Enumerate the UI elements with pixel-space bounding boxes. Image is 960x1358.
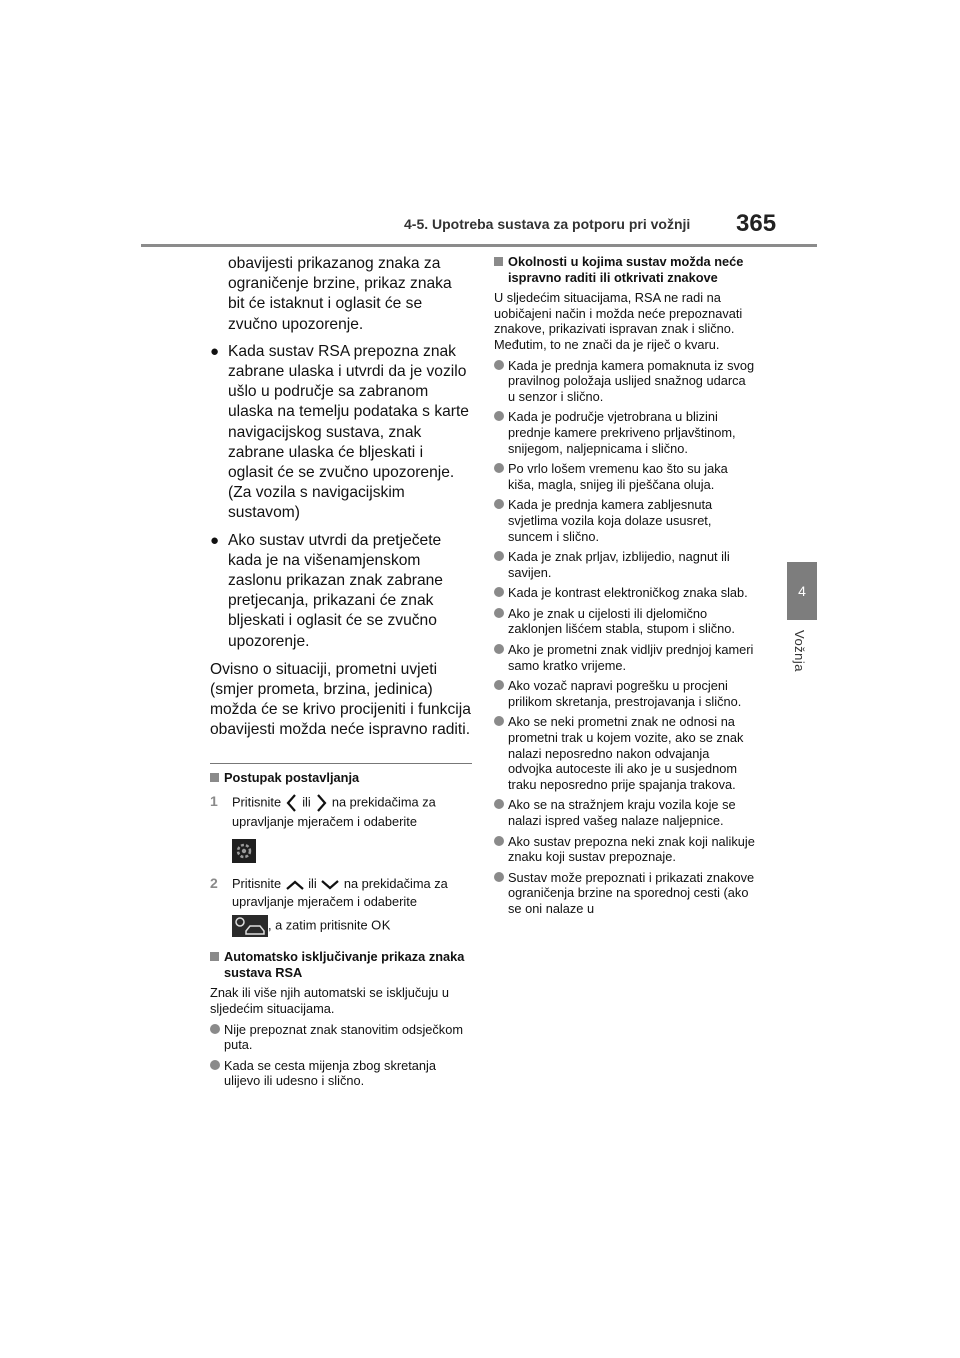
bullet-item [210, 342, 472, 524]
circle-bullet-icon [494, 680, 504, 690]
section-divider [210, 763, 472, 764]
bullet-text: Ako sustav utvrdi da pretječete kada je na višenamjenskom zaslonu prikazan znak zabrane pretjecanja, prikazani će znak bljeskati i oglasit će se zvučno upozorenje. [228, 531, 443, 650]
section-heading [210, 949, 472, 980]
list-item [494, 585, 756, 601]
list-item-text: Ako se neki prometni znak ne odnosi na prometni trak u kojem vozite, ako se znak nalazi neposredno nakon odvajanja odvojka autoceste ili ako je u susjednom traku neposredno prije spajanja trakova. [508, 714, 744, 792]
chapter-tab: 4 [787, 562, 817, 620]
bullet-item [210, 531, 472, 652]
settings-gear-icon [232, 839, 256, 863]
chevron-right-icon [314, 793, 328, 813]
list-item-text: Ako sustav prepozna neki znak koji nalikuje znaku koji sustav prepoznaje. [508, 833, 755, 865]
step-text-part: ili [308, 876, 317, 892]
paragraph: Znak ili više njih automatski se isključuju u sljedećim situacijama. [210, 985, 449, 1017]
circle-bullet-icon [494, 799, 504, 809]
list-item [494, 409, 756, 456]
list-item [494, 834, 756, 865]
chevron-down-icon [320, 878, 340, 892]
chevron-up-icon [285, 878, 305, 892]
circle-bullet-icon [494, 411, 504, 421]
step-text-part: Pritisnite [232, 876, 282, 892]
list-item [494, 870, 756, 917]
list-item [494, 549, 756, 580]
list-item-text: Ako je prometni znak vidljiv prednjoj kameri samo kratko vrijeme. [508, 642, 754, 673]
circle-bullet-icon [494, 836, 504, 846]
right-column [494, 254, 756, 917]
list-item-text: Kada se cesta mijenja zbog skretanja ulijevo ili udesno i slično. [224, 1057, 436, 1089]
step-text [232, 793, 472, 863]
circle-bullet-icon [494, 360, 504, 370]
circle-bullet-icon [494, 463, 504, 473]
list-item-text: Kada je kontrast elektroničkog znaka slab. [508, 585, 748, 601]
step-2 [210, 875, 472, 937]
bullet-text: Kada sustav RSA prepozna znak zabrane ulaska i utvrdi da je vozilo ušlo u područje sa zabranom ulaska na temelju podataka s karte navigacijskog sustava, znak zabrane ulaska će bljeskati i oglasit će se zvučno upozorenje. (Za vozila s navigacijskim sustavom) [228, 342, 469, 522]
section-heading [494, 254, 756, 285]
circle-bullet-icon [210, 1024, 220, 1034]
heading-text: Okolnosti u kojima sustav možda neće ispravno raditi ili otkrivati znakove [508, 254, 744, 285]
circle-bullet-icon [494, 608, 504, 618]
chevron-left-icon [285, 793, 299, 813]
step-text-part: na prekidačima za upravljanje mjeračem i odaberite [232, 876, 448, 910]
step-number: 2 [210, 875, 218, 892]
list-item [494, 642, 756, 673]
list-item [494, 797, 756, 828]
step-text-part: ili [302, 794, 311, 810]
list-item-text: Nije prepoznat znak stanovitim odsječkom puta. [224, 1021, 463, 1053]
list-item [494, 714, 756, 792]
section-heading [210, 770, 472, 786]
list-item [210, 1058, 472, 1089]
paragraph: U sljedećim situacijama, RSA ne radi na uobičajeni način i možda neće prepoznavati znakove, prikazivati ispravan znak i slično. Međutim, to ne znači da je riječ o kvaru. [494, 290, 743, 352]
ok-label: OK [371, 917, 391, 933]
step-text-part: , a zatim pritisnite [268, 917, 368, 933]
list-item [494, 606, 756, 637]
step-1 [210, 793, 472, 863]
heading-text: Postupak postavljanja [224, 769, 360, 785]
rsa-car-icon [232, 915, 268, 937]
left-column [210, 254, 472, 1089]
list-item-text: Ako vozač napravi pogrešku u procjeni prilikom skretanja, prestrojavanja i slično. [508, 678, 742, 709]
circle-bullet-icon [494, 872, 504, 882]
circle-bullet-icon [494, 716, 504, 726]
list-item [210, 1022, 472, 1053]
chapter-label: Vožnja [792, 630, 807, 673]
circle-bullet-icon [494, 644, 504, 654]
list-item [494, 497, 756, 544]
list-item-text: Sustav može prepoznati i prikazati znakove ograničenja brzine na sporednoj cesti (ako se oni nalaze u [508, 869, 755, 916]
list-item-text: Kada je prednja kamera zabljesnuta svjetlima vozila koja dolaze ususret, suncem i slično. [508, 497, 713, 544]
list-item-text: Ako je znak u cijelosti ili djelomično zaklonjen lišćem stabla, stupom i slično. [508, 605, 735, 637]
list-item-text: Kada je područje vjetrobrana u blizini prednje kamere prekriveno prljavštinom, snijegom, naljepnicama i slično. [508, 409, 736, 456]
heading-text: Automatsko isključivanje prikaza znaka sustava RSA [224, 949, 465, 980]
paragraph: Ovisno o situaciji, prometni uvjeti (smjer prometa, brzina, jedinica) možda će se krivo procijeniti i funkcija obavijesti možda neće ispravno raditi. [210, 660, 471, 739]
circle-bullet-icon [494, 587, 504, 597]
circle-bullet-icon [494, 499, 504, 509]
section-title: 4-5. Upotreba sustava za potporu pri vožnji [404, 216, 691, 232]
list-item [494, 678, 756, 709]
step-number: 1 [210, 793, 218, 810]
step-text [232, 875, 472, 937]
header-rule [141, 244, 817, 247]
page-number: 365 [736, 210, 777, 237]
bullet-icon: ● [210, 342, 220, 360]
bullet-icon: ● [210, 531, 220, 549]
step-text-part: na prekidačima za upravljanje mjeračem i odaberite [232, 794, 436, 830]
square-bullet-icon [210, 773, 219, 782]
circle-bullet-icon [494, 551, 504, 561]
list-item-text: Ako se na stražnjem kraju vozila koje se nalazi ispred vašeg nalaze naljepnice. [508, 797, 736, 828]
step-text-part: Pritisnite [232, 794, 282, 810]
list-item [494, 461, 756, 492]
list-item-text: Kada je znak prljav, izblijedio, nagnut ili savijen. [508, 549, 730, 580]
continued-text: obavijesti prikazanog znaka za ograničenje brzine, prikaz znaka bit će istaknut i oglasit će se zvučno upozorenje. [228, 255, 452, 333]
square-bullet-icon [494, 257, 503, 266]
list-item [494, 358, 756, 405]
circle-bullet-icon [210, 1060, 220, 1070]
square-bullet-icon [210, 952, 219, 961]
list-item-text: Po vrlo lošem vremenu kao što su jaka kiša, magla, snijeg ili pješčana oluja. [508, 461, 728, 492]
list-item-text: Kada je prednja kamera pomaknuta iz svog pravilnog položaja uslijed snažnog udarca u senzor i slično. [508, 357, 755, 404]
